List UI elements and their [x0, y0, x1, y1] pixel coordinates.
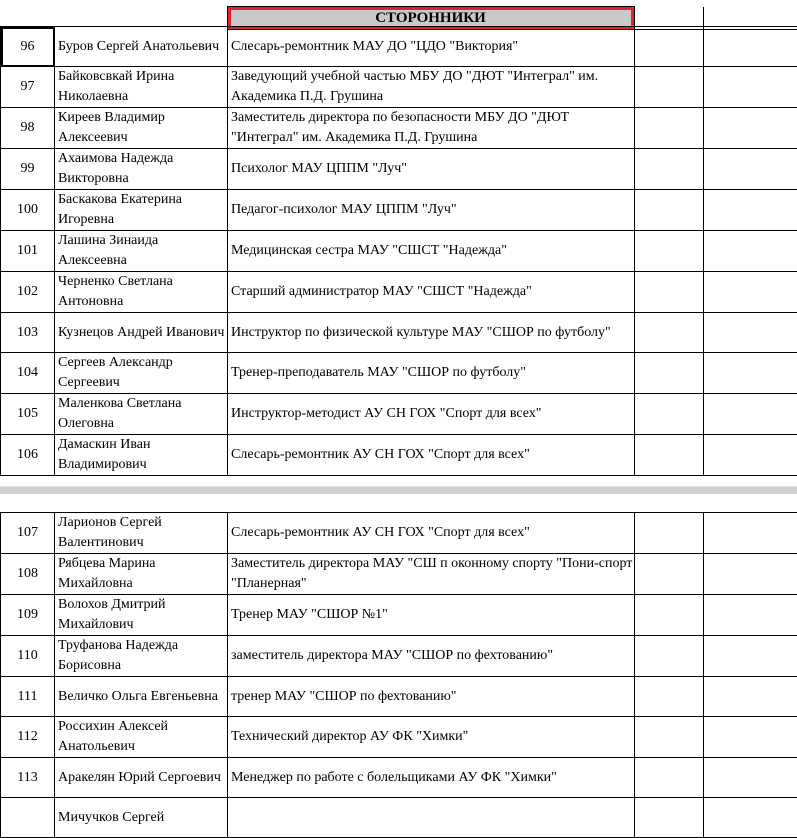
empty-cell[interactable]: [635, 798, 704, 838]
empty-cell[interactable]: [635, 272, 704, 313]
empty-cell[interactable]: [704, 798, 797, 838]
person-name-cell[interactable]: Мичучков Сергей: [55, 798, 228, 838]
person-name-cell[interactable]: Черненко Светлана Антоновна: [55, 272, 228, 313]
row-number-cell[interactable]: 113: [1, 758, 55, 798]
table-row: [1, 595, 797, 636]
empty-cell[interactable]: [704, 190, 797, 231]
empty-cell[interactable]: [635, 353, 704, 394]
empty-cell[interactable]: [704, 513, 797, 554]
position-cell[interactable]: Слесарь-ремонтник АУ СН ГОХ "Спорт для всех": [228, 435, 635, 476]
table-row: [1, 636, 797, 677]
empty-cell[interactable]: [635, 758, 704, 798]
section-title-cell[interactable]: СТОРОННИКИ: [227, 7, 634, 30]
row-number-cell[interactable]: 105: [1, 394, 55, 435]
empty-cell[interactable]: [635, 435, 704, 476]
position-cell[interactable]: Инструктор по физической культуре МАУ "СШОР по футболу": [228, 313, 635, 353]
table-row: [1, 758, 797, 798]
empty-cell[interactable]: [704, 67, 797, 108]
person-name-cell[interactable]: Байковсвкай Ирина Николаевна: [55, 67, 228, 108]
position-cell[interactable]: Заведующий учебной частью МБУ ДО "ДЮТ "Интеграл" им. Академика П.Д. Грушина: [228, 67, 635, 108]
empty-cell[interactable]: [704, 758, 797, 798]
person-name-cell[interactable]: Россихин Алексей Анатольевич: [55, 717, 228, 758]
position-cell[interactable]: Тренер-преподаватель МАУ "СШОР по футболу": [228, 353, 635, 394]
row-number-cell[interactable]: 110: [1, 636, 55, 677]
empty-cell[interactable]: [704, 394, 797, 435]
empty-cell[interactable]: [635, 636, 704, 677]
table-row: [1, 272, 797, 313]
empty-cell[interactable]: [704, 108, 797, 149]
person-name-cell[interactable]: Баскакова Екатерина Игоревна: [55, 190, 228, 231]
row-number-cell[interactable]: 107: [1, 513, 55, 554]
table-block-a: [0, 26, 797, 476]
table-row: [1, 231, 797, 272]
position-cell[interactable]: Психолог МАУ ЦППМ "Луч": [228, 149, 635, 190]
empty-cell[interactable]: [704, 677, 797, 717]
position-cell[interactable]: Заместитель директора по безопасности МБУ ДО "ДЮТ "Интеграл" им. Академика П.Д. Грушина: [228, 108, 635, 149]
empty-cell[interactable]: [704, 353, 797, 394]
person-name-cell[interactable]: Киреев Владимир Алексеевич: [55, 108, 228, 149]
empty-cell[interactable]: [704, 272, 797, 313]
empty-cell[interactable]: [704, 231, 797, 272]
empty-cell[interactable]: [635, 108, 704, 149]
row-number-cell[interactable]: [1, 798, 55, 838]
position-cell[interactable]: Педагог-психолог МАУ ЦППМ "Луч": [228, 190, 635, 231]
row-number-cell[interactable]: 103: [1, 313, 55, 353]
table-row: [1, 798, 797, 838]
table-row: [1, 108, 797, 149]
empty-cell[interactable]: [704, 27, 797, 67]
person-name-cell[interactable]: Маленкова Светлана Олеговна: [55, 394, 228, 435]
person-name-cell[interactable]: Ларионов Сергей Валентинович: [55, 513, 228, 554]
position-cell[interactable]: Слесарь-ремонтник АУ СН ГОХ "Спорт для всех": [228, 513, 635, 554]
pane-gap: [0, 494, 797, 511]
empty-cell[interactable]: [635, 717, 704, 758]
position-cell[interactable]: Инструктор-методист АУ СН ГОХ "Спорт для всех": [228, 394, 635, 435]
row-number-cell[interactable]: 108: [1, 554, 55, 595]
position-cell[interactable]: Старший администратор МАУ "СШСТ "Надежда": [228, 272, 635, 313]
position-cell[interactable]: [228, 798, 635, 838]
table-row: [1, 394, 797, 435]
empty-cell[interactable]: [704, 595, 797, 636]
row-number-cell[interactable]: 106: [1, 435, 55, 476]
position-cell[interactable]: Слесарь-ремонтник МАУ ДО "ЦДО "Виктория": [228, 27, 635, 67]
table-row: [1, 677, 797, 717]
table-row: [1, 67, 797, 108]
table-row: [1, 27, 797, 67]
table-row: [1, 313, 797, 353]
table-row: [1, 149, 797, 190]
position-cell[interactable]: Заместитель директора МАУ "СШ п оконному спорту "Пони-спорт "Планерная": [228, 554, 635, 595]
row-number-cell[interactable]: 96: [1, 27, 55, 67]
empty-cell[interactable]: [635, 27, 704, 67]
position-cell[interactable]: Тренер МАУ "СШОР №1": [228, 595, 635, 636]
person-name-cell[interactable]: Величко Ольга Евгеньевна: [55, 677, 228, 717]
table-row: [1, 513, 797, 554]
empty-cell[interactable]: [635, 231, 704, 272]
empty-cell[interactable]: [635, 67, 704, 108]
table-row: [1, 353, 797, 394]
empty-cell[interactable]: [704, 717, 797, 758]
row-number-cell[interactable]: 104: [1, 353, 55, 394]
person-name-cell[interactable]: Кузнецов Андрей Иванович: [55, 313, 228, 353]
position-cell[interactable]: тренер МАУ "СШОР по фехтованию": [228, 677, 635, 717]
table-row: [1, 190, 797, 231]
row-number-cell[interactable]: 101: [1, 231, 55, 272]
person-name-cell[interactable]: Труфанова Надежда Борисовна: [55, 636, 228, 677]
row-number-cell[interactable]: 112: [1, 717, 55, 758]
empty-cell[interactable]: [635, 677, 704, 717]
empty-cell[interactable]: [635, 554, 704, 595]
person-name-cell[interactable]: Дамаскин Иван Владимирович: [55, 435, 228, 476]
person-name-cell[interactable]: Ахаимова Надежда Викторовна: [55, 149, 228, 190]
empty-cell[interactable]: [704, 636, 797, 677]
person-name-cell[interactable]: Волохов Дмитрий Михайлович: [55, 595, 228, 636]
row-number-cell[interactable]: 109: [1, 595, 55, 636]
person-name-cell[interactable]: Сергеев Александр Сергеевич: [55, 353, 228, 394]
table-block-b: [0, 512, 797, 838]
table-row: [1, 554, 797, 595]
row-number-cell[interactable]: 97: [1, 67, 55, 108]
table-row: [1, 717, 797, 758]
person-name-cell[interactable]: Рябцева Марина Михайловна: [55, 554, 228, 595]
row-number-cell[interactable]: 102: [1, 272, 55, 313]
person-name-cell[interactable]: Буров Сергей Анатольевич: [55, 27, 228, 67]
person-name-cell[interactable]: Лашина Зинаида Алексеевна: [55, 231, 228, 272]
row-number-cell[interactable]: 100: [1, 190, 55, 231]
position-cell[interactable]: Технический директор АУ ФК "Химки": [228, 717, 635, 758]
empty-cell[interactable]: [635, 190, 704, 231]
empty-cell[interactable]: [704, 435, 797, 476]
row-number-cell[interactable]: 111: [1, 677, 55, 717]
empty-cell[interactable]: [704, 554, 797, 595]
person-name-cell[interactable]: Аракелян Юрий Сергоевич: [55, 758, 228, 798]
position-cell[interactable]: Медицинская сестра МАУ "СШСТ "Надежда": [228, 231, 635, 272]
empty-cell[interactable]: [635, 313, 704, 353]
empty-cell[interactable]: [635, 595, 704, 636]
position-cell[interactable]: Менеджер по работе с болельщиками АУ ФК "Химки": [228, 758, 635, 798]
empty-cell[interactable]: [635, 513, 704, 554]
row-number-cell[interactable]: 99: [1, 149, 55, 190]
empty-cell[interactable]: [704, 149, 797, 190]
row-number-cell[interactable]: 98: [1, 108, 55, 149]
position-cell[interactable]: заместитель директора МАУ "СШОР по фехтованию": [228, 636, 635, 677]
table-row: [1, 435, 797, 476]
empty-cell[interactable]: [704, 313, 797, 353]
empty-cell[interactable]: [635, 394, 704, 435]
empty-cell[interactable]: [635, 149, 704, 190]
